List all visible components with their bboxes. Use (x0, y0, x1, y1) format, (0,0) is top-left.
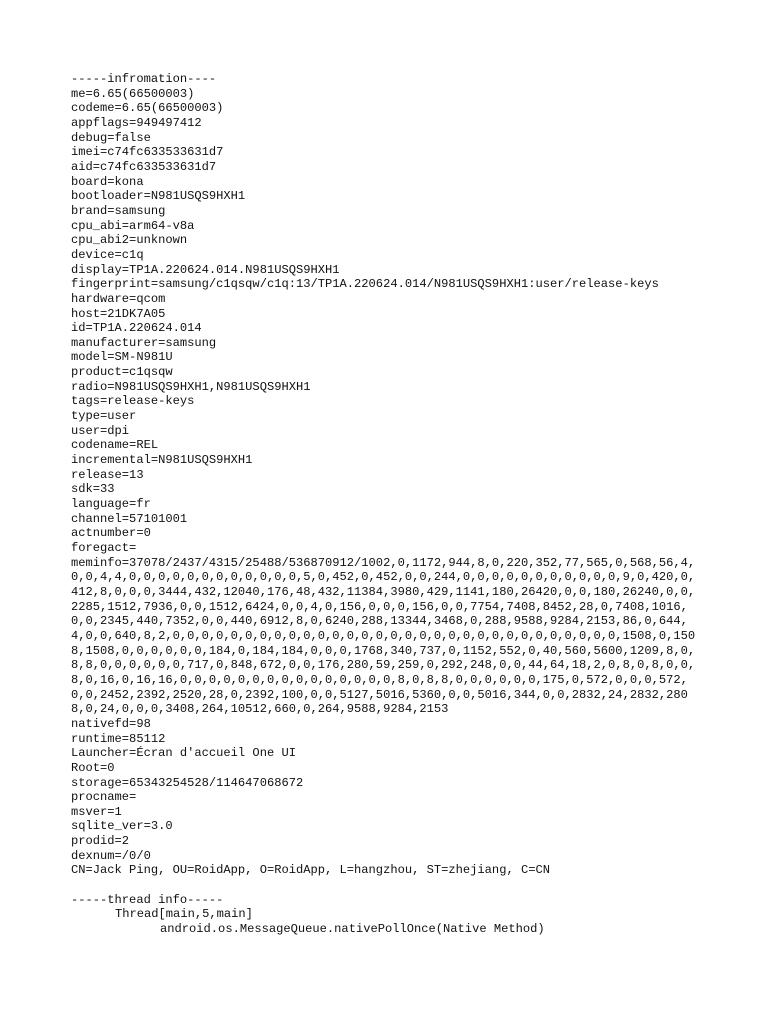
crash-report-document (71, 72, 701, 937)
info-line: model=SM-N981U (71, 350, 173, 365)
info-line: aid=c74fc633533631d7 (71, 159, 217, 174)
blank-line (71, 878, 701, 893)
info-line: foregact= (71, 541, 137, 555)
info-line: incremental=N981USQS9HXH1 (71, 453, 253, 468)
info-line: Root=0 (71, 760, 115, 775)
info-line: tags=release-keys (71, 394, 195, 409)
info-line: me=6.65(66500003) (71, 86, 195, 101)
thread-name: Thread[main,5,main] (115, 907, 253, 922)
info-line: runtime=85112 (71, 731, 166, 746)
info-line: id=TP1A.220624.014 (71, 321, 202, 336)
info-line: actnumber=0 (71, 526, 151, 541)
info-line: sqlite_ver=3.0 (71, 819, 173, 834)
info-line: language=fr (71, 497, 151, 512)
info-line: hardware=qcom (71, 291, 166, 306)
info-line: CN=Jack Ping, OU=RoidApp, O=RoidApp, L=hangzhou, ST=zhejiang, C=CN (71, 863, 550, 878)
info-line: bootloader=N981USQS9HXH1 (71, 189, 246, 204)
info-line: dexnum=/0/0 (71, 848, 151, 863)
info-line: device=c1q (71, 247, 144, 262)
info-line: brand=samsung (71, 203, 166, 218)
info-line: fingerprint=samsung/c1qsqw/c1q:13/TP1A.220624.014/N981USQS9HXH1:user/release-keys (71, 277, 659, 292)
info-line: cpu_abi2=unknown (71, 233, 188, 248)
info-line: debug=false (71, 130, 151, 145)
info-line: sdk=33 (71, 482, 115, 497)
info-line: Launcher=Écran d'accueil One UI (71, 746, 296, 761)
meminfo-line: meminfo=37078/2437/4315/25488/536870912/1002,0,1172,944,8,0,220,352,77,565,0,568,56,4,0,0,4,4,0,0,0,0,0,0,0,0,0,0,0,0,5,0,452,0,452,0,0,244,0,0,0,0,0,0,0,0,0,0,0,9,0,420,0,412,8,0,0,0,3444,432,12040,176,48,432,11384,3980,429,1141,180,26420,0,0,180,26240,0,0,2285,1512,7936,0,0,1512,6424,0,0,4,0,156,0,0,0,156,0,0,7754,7408,8452,28,0,7408,1016,0,0,2345,440,7352,0,0,440,6912,8,0,6240,288,13344,3468,0,288,9588,9284,2153,86,0,644,4,0,0,640,8,2,0,0,0,0,0,0,0,0,0,0,0,0,0,0,0,0,0,0,0,0,0,0,0,0,0,0,0,0,0,0,0,1508,0,1508,1508,0,0,0,0,0,0,184,0,184,184,0,0,0,1768,340,737,0,1152,552,0,40,560,5600,1209,8,0,8,8,0,0,0,0,0,0,717,0,848,672,0,0,176,280,59,259,0,292,248,0,0,44,64,18,2,0,8,0,8,0,0,8,0,16,0,16,16,0,0,0,0,0,0,0,0,0,0,0,0,0,0,0,8,0,8,8,0,0,0,0,0,0,175,0,572,0,0,0,572,0,0,2452,2392,2520,28,0,2392,100,0,0,5127,5016,5360,0,0,5016,344,0,0,2832,24,2832,2808,0,24,0,0,0,3408,264,10512,660,0,264,9588,9284,2153 (71, 555, 696, 717)
info-line: board=kona (71, 174, 144, 189)
info-line: display=TP1A.220624.014.N981USQS9HXH1 (71, 262, 340, 277)
thread-section-header: -----thread info----- (71, 892, 224, 907)
info-line: type=user (71, 409, 137, 424)
info-line: nativefd=98 (71, 716, 151, 731)
info-line: cpu_abi=arm64-v8a (71, 218, 195, 233)
info-lines (71, 87, 701, 556)
info-section-header: -----infromation---- (71, 72, 217, 86)
info-tail-lines (71, 717, 701, 878)
info-line: host=21DK7A05 (71, 306, 166, 321)
info-line: storage=65343254528/114647068672 (71, 775, 304, 790)
info-line: codename=REL (71, 438, 159, 453)
info-line: codeme=6.65(66500003) (71, 101, 224, 116)
info-line: manufacturer=samsung (71, 335, 217, 350)
info-line: release=13 (71, 467, 144, 482)
info-line: channel=57101001 (71, 511, 188, 526)
info-line: appflags=949497412 (71, 115, 202, 130)
info-line: product=c1qsqw (71, 365, 173, 380)
info-line: radio=N981USQS9HXH1,N981USQS9HXH1 (71, 379, 311, 394)
stack-frame: android.os.MessageQueue.nativePollOnce(Native Method) (160, 922, 545, 937)
info-line: procname= (71, 790, 137, 805)
info-line: imei=c74fc633533631d7 (71, 145, 224, 160)
info-line: user=dpi (71, 423, 130, 438)
info-line: prodid=2 (71, 834, 130, 849)
info-line: msver=1 (71, 804, 122, 819)
